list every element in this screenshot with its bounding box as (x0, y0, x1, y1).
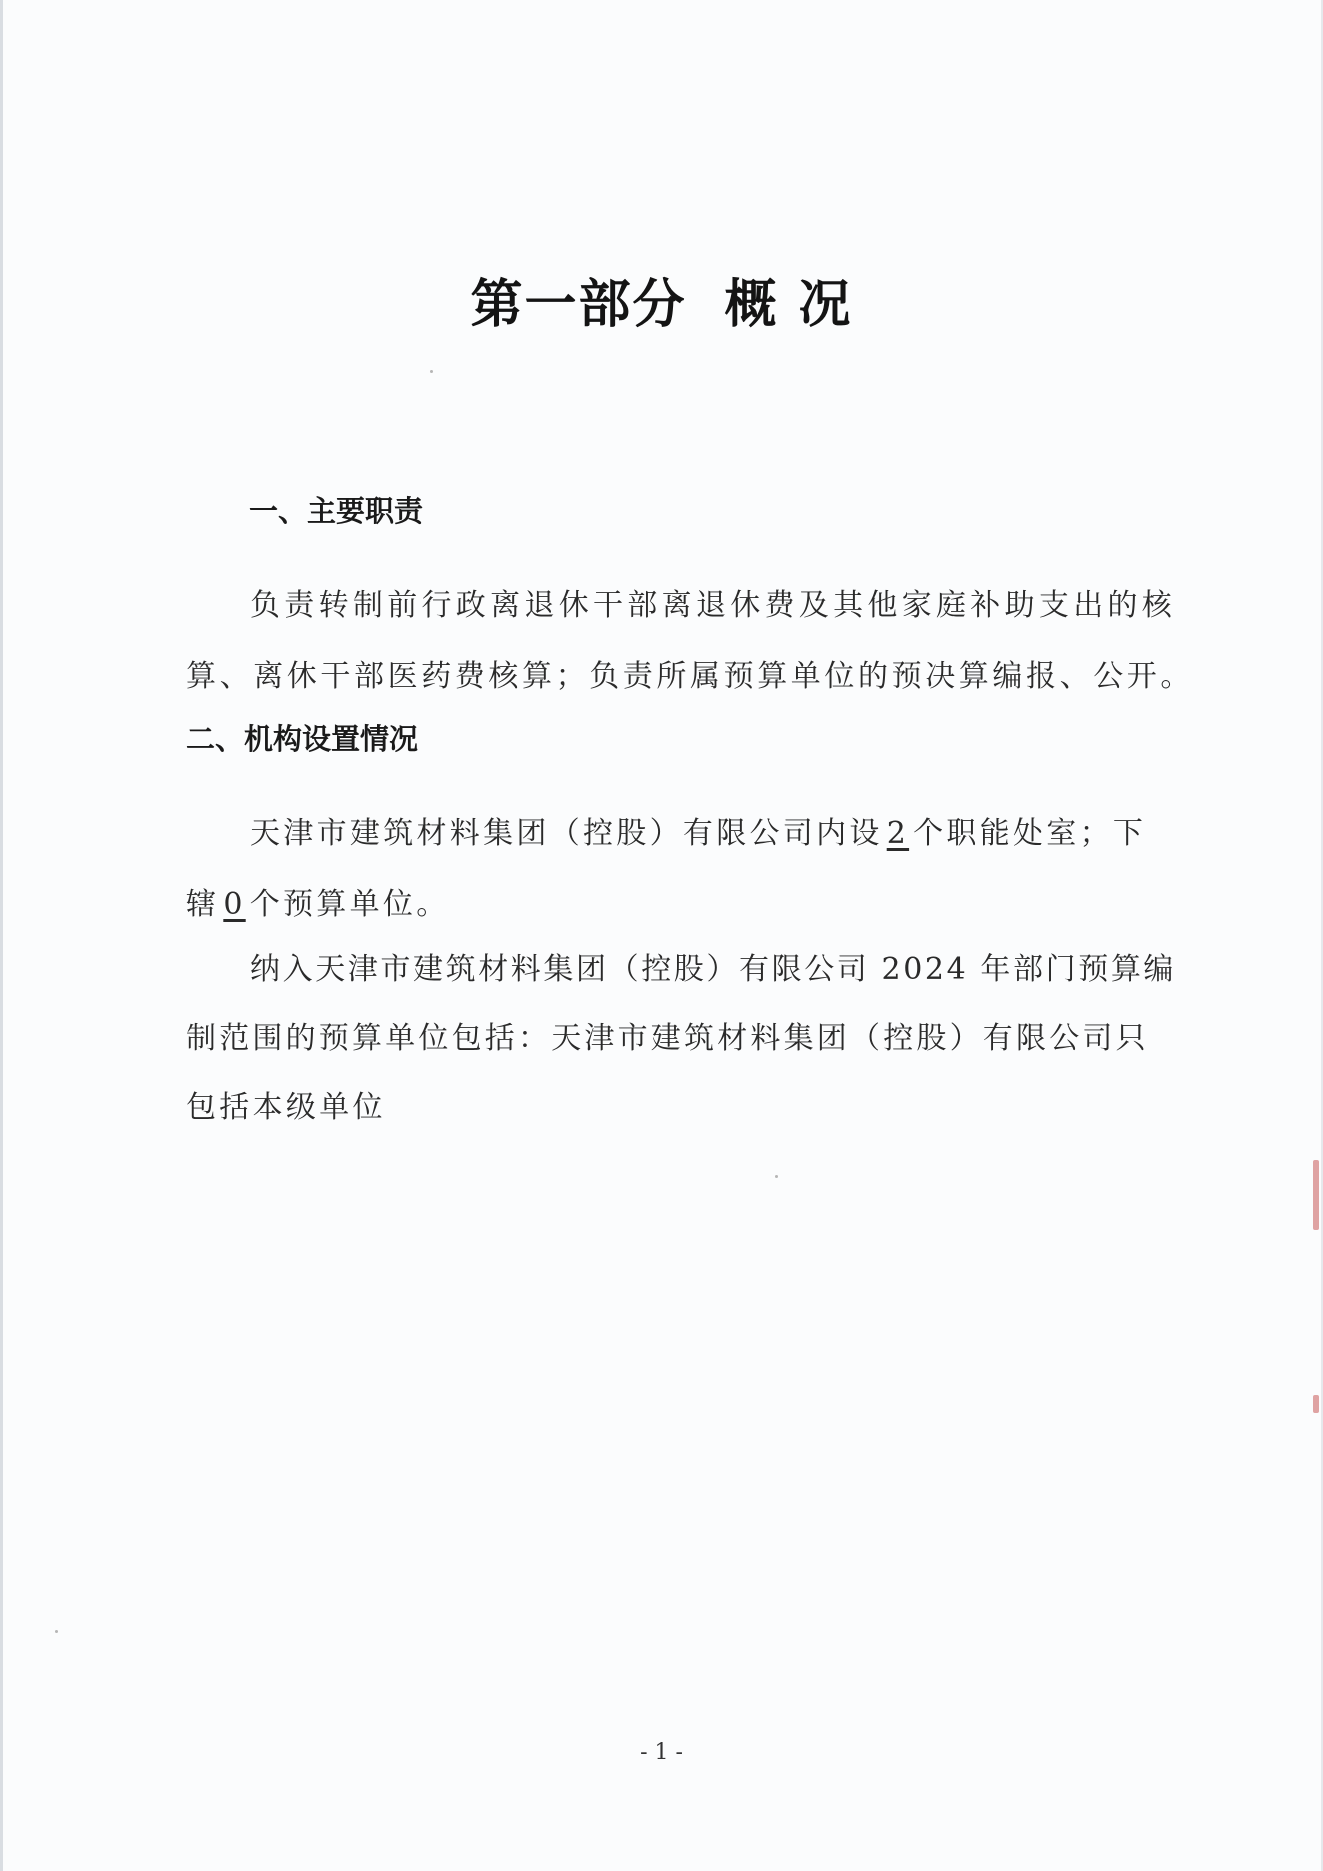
page-number: - 1 - (640, 1740, 683, 1765)
seal-edge-mark (1313, 1160, 1319, 1230)
page-title (0, 262, 1323, 337)
seal-edge-mark-small (1313, 1395, 1319, 1413)
organization-prefix: 天津市建筑材料集团（控股）有限公司内设 (250, 816, 883, 851)
title-part: 第一部分 (470, 274, 687, 335)
budget-scope-line-1: 纳入天津市建筑材料集团（控股）有限公司 2024 年部门预算编 (250, 952, 1177, 987)
scan-speck (430, 370, 433, 373)
section-heading-main-duties: 一、主要职责 (249, 494, 424, 528)
duties-text-line-1: 负责转制前行政离退休干部离退休费及其他家庭补助支出的核 (250, 588, 1177, 623)
title-subject: 概 况 (724, 274, 853, 335)
budget-scope-line-3: 包括本级单位 (186, 1090, 386, 1125)
organization-suffix: 个职能处室；下 (913, 816, 1147, 851)
scan-speck (775, 1175, 778, 1178)
units-count: 0 (223, 887, 246, 922)
organization-text-line-1 (250, 808, 1146, 852)
duties-text-line-2: 算、离休干部医药费核算；负责所属预算单位的预决算编报、公开。 (186, 659, 1194, 694)
budget-scope-line-2: 制范围的预算单位包括：天津市建筑材料集团（控股）有限公司只 (186, 1021, 1149, 1056)
offices-count: 2 (886, 816, 910, 851)
organization-line2-prefix: 辖 (186, 887, 220, 922)
organization-text-line-2 (186, 879, 450, 923)
scan-speck (55, 1630, 58, 1633)
section-heading-organization: 二、机构设置情况 (186, 722, 419, 756)
organization-line2-suffix: 个预算单位。 (249, 887, 450, 922)
